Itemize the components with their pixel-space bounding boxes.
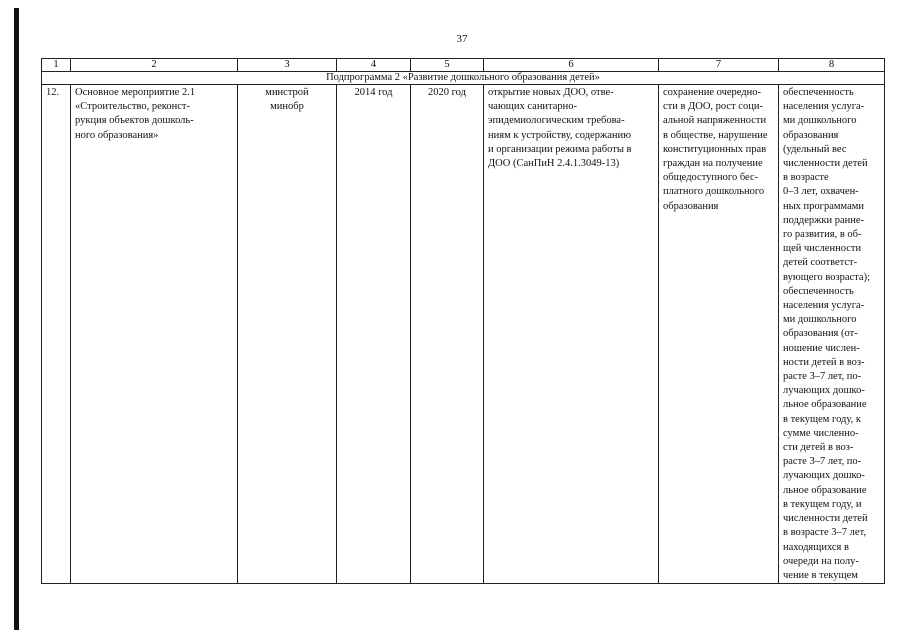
cell-text-line: детей соответст-: [783, 257, 858, 269]
cell-text-line: ных программами: [783, 200, 865, 212]
cell-text-line: общедоступного бес-: [663, 172, 759, 184]
cell-text-line: чение в текущем: [783, 569, 858, 581]
cell-text-line: щей численности: [783, 243, 862, 255]
page-number: 37: [456, 33, 468, 45]
column-header: 4: [337, 59, 411, 72]
cell-text-line: обеспеченность: [783, 285, 854, 297]
cell-text-line: граждан на получение: [663, 158, 763, 170]
cell-text-line: поддержки ранне-: [783, 214, 865, 226]
cell-text-line: минобр: [270, 101, 304, 113]
cell-text-line: льное образование: [783, 399, 867, 411]
cell-text-line: в возрасте 3–7 лет,: [783, 527, 867, 539]
cell-text-line: открытие новых ДОО, отве-: [488, 87, 614, 98]
program-table: [41, 58, 885, 584]
cell-text-line: сохранение очередно-: [663, 87, 762, 98]
cell-text-line: «Строительство, реконст-: [75, 101, 190, 113]
expected-result-cell: [484, 85, 659, 584]
cell-text-line: населения услуга-: [783, 300, 865, 312]
end-year-cell: 2020 год: [411, 85, 484, 584]
cell-text-line: сти в ДОО, рост соци-: [663, 101, 763, 113]
column-number-row: [42, 59, 885, 72]
cell-text-line: платного дошкольного: [663, 186, 765, 198]
cell-text-line: населения услуга-: [783, 101, 865, 113]
cell-text-line: лучающих дошко-: [783, 385, 865, 397]
row-number-cell: 12.: [42, 85, 71, 584]
cell-text-line: сумме численно-: [783, 427, 859, 439]
column-header: 5: [411, 59, 484, 72]
cell-text-line: образования: [663, 200, 719, 212]
column-header: 8: [779, 59, 885, 72]
cell-text-line: Основное мероприятие 2.1: [75, 87, 196, 98]
cell-text-line: 0–3 лет, охвачен-: [783, 186, 859, 198]
event-cell: [71, 85, 238, 584]
cell-text-line: ности детей в воз-: [783, 356, 865, 368]
cell-text-line: численности детей: [783, 513, 868, 525]
subprogram-row: [42, 72, 885, 85]
cell-text-line: численности детей: [783, 158, 868, 170]
cell-text-line: (удельный вес: [783, 143, 847, 155]
column-header: 3: [238, 59, 337, 72]
cell-text-line: минстрой: [265, 87, 309, 98]
cell-text-line: находящихся в: [783, 541, 849, 553]
cell-text-line: в текущем году, и: [783, 498, 862, 510]
cell-text-line: конституционных прав: [663, 143, 767, 155]
cell-text-line: образования (от-: [783, 328, 858, 340]
cell-text-line: ного образования»: [75, 129, 159, 141]
cell-text-line: ношение числен-: [783, 342, 860, 354]
cell-text-line: го развития, в об-: [783, 229, 862, 241]
cell-text-line: вующего возраста);: [783, 271, 871, 283]
column-header: 1: [42, 59, 71, 72]
executors-cell: [238, 85, 337, 584]
cell-text-line: очереди на полу-: [783, 555, 859, 567]
scan-edge-bar: [14, 8, 19, 630]
column-header: 6: [484, 59, 659, 72]
column-header: 7: [659, 59, 779, 72]
cell-text-line: в текущем году, к: [783, 413, 861, 425]
cell-text-line: расте 3–7 лет, по-: [783, 456, 862, 468]
subprogram-title: Подпрограмма 2 «Развитие дошкольного образования детей»: [42, 72, 885, 85]
column-header: 2: [71, 59, 238, 72]
cell-text-line: ми дошкольного: [783, 115, 857, 127]
cell-text-line: обеспеченность: [783, 87, 854, 98]
cell-text-line: рукция объектов дошколь-: [75, 115, 194, 127]
cell-text-line: ДОО (СанПиН 2.4.1.3049-13): [488, 158, 620, 170]
cell-text-line: в возрасте: [783, 172, 829, 184]
cell-text-line: альной напряженности: [663, 115, 767, 127]
cell-text-line: в обществе, нарушение: [663, 129, 768, 141]
cell-text-line: расте 3–7 лет, по-: [783, 371, 862, 383]
cell-text-line: чающих санитарно-: [488, 101, 578, 113]
cell-text-line: лучающих дошко-: [783, 470, 865, 482]
cell-text-line: сти детей в воз-: [783, 442, 854, 454]
cell-text-line: ми дошкольного: [783, 314, 857, 326]
indicators-cell: [779, 85, 885, 584]
cell-text-line: льное образование: [783, 484, 867, 496]
cell-text-line: образования: [783, 129, 839, 141]
cell-text-line: эпидемиологическим требова-: [488, 115, 625, 127]
start-year-cell: 2014 год: [337, 85, 411, 584]
cell-text-line: и организации режима работы в: [488, 143, 632, 155]
consequences-cell: [659, 85, 779, 584]
cell-text-line: ниям к устройству, содержанию: [488, 129, 631, 141]
table-row: [42, 85, 885, 584]
